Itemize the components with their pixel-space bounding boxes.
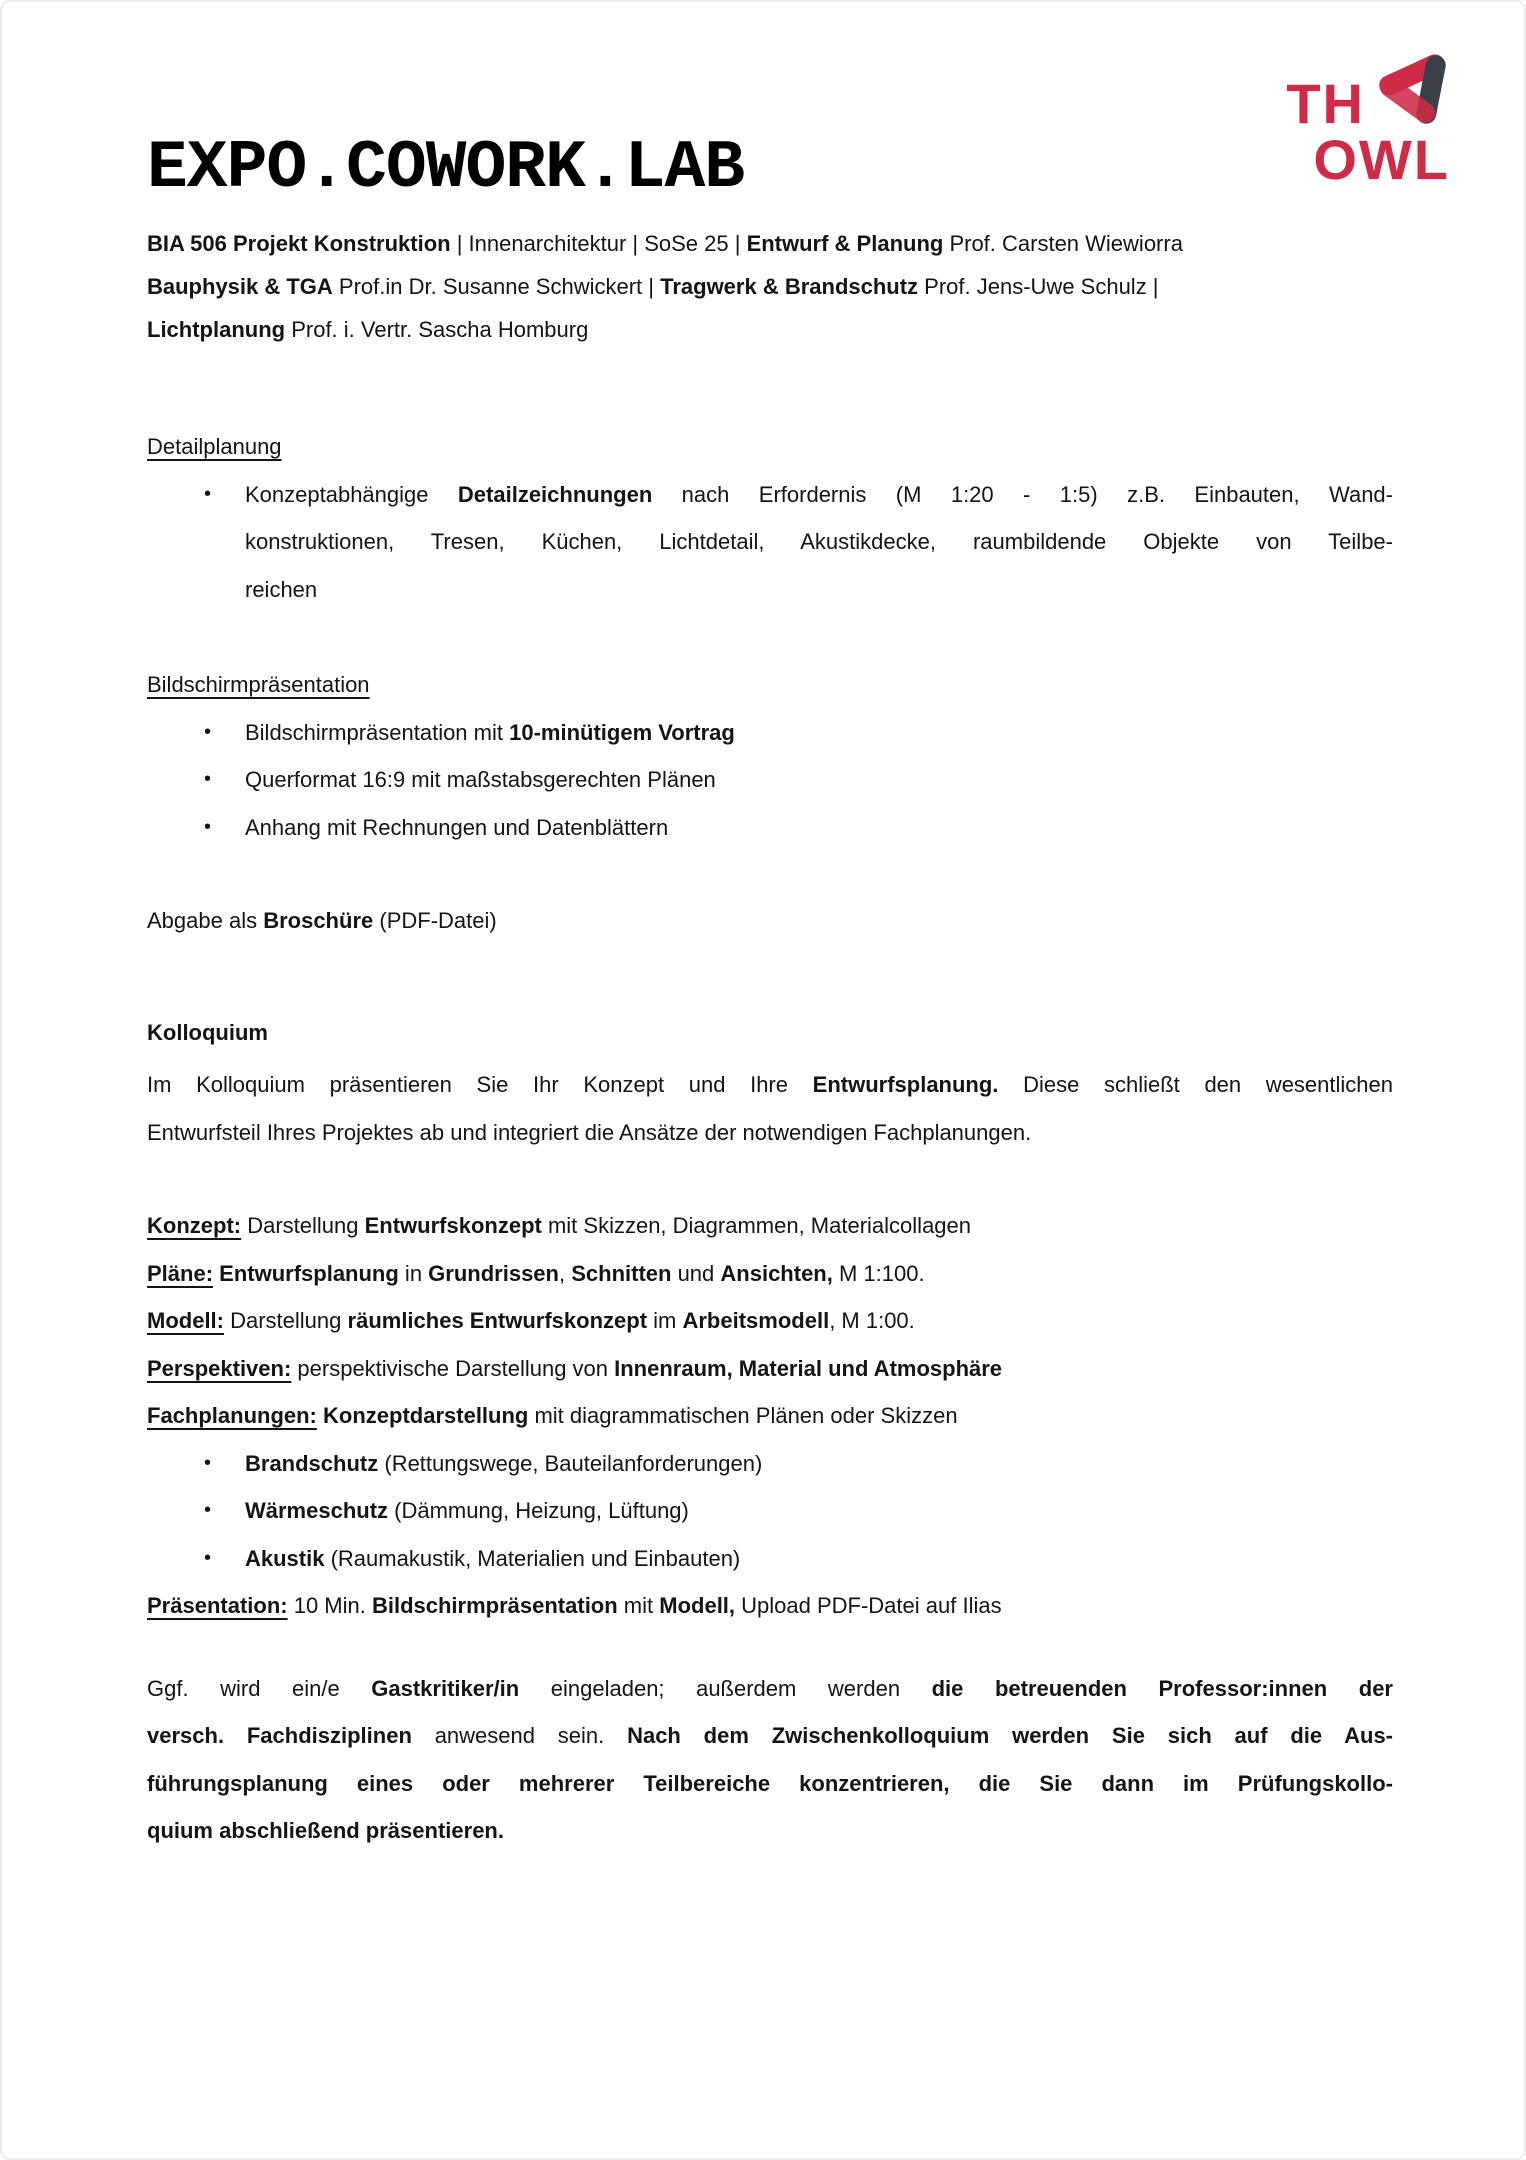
- text-run: Modell:: [147, 1308, 224, 1333]
- bullet-icon: •: [204, 1499, 212, 1521]
- praesentation-line: [147, 1582, 1393, 1630]
- paragraph-line: [147, 1109, 1393, 1157]
- text-run: Schnitten: [571, 1260, 672, 1286]
- header-line-2: [147, 265, 1393, 308]
- document-title: EXPO.COWORK.LAB: [147, 130, 745, 207]
- text-run: Modell,: [659, 1593, 736, 1618]
- abgabe-text: [147, 897, 1393, 945]
- labeled-line-perspektiven: [147, 1345, 1393, 1393]
- text-run: Querformat 16:9 mit maßstabsgerechten Plänen: [245, 767, 716, 792]
- text-run: M 1:100.: [832, 1260, 925, 1286]
- text-run: nach Erfordernis (M 1:20 - 1:5) z.B. Einbauten, Wand-: [652, 481, 1393, 507]
- text-run: Prof.in Dr. Susanne Schwickert |: [332, 274, 661, 299]
- bullet-item: [147, 471, 1393, 519]
- bullet-icon: •: [204, 1451, 212, 1474]
- bullet-item-continuation: [147, 518, 1393, 566]
- text-run: (Rettungswege, Bauteilanforderungen): [378, 1450, 763, 1476]
- text-run: reichen: [245, 576, 318, 602]
- text-run: Tragwerk & Brandschutz: [660, 274, 919, 299]
- labeled-line-modell: [147, 1297, 1393, 1345]
- text-run: 10-minütigem Vortrag: [509, 719, 735, 745]
- text-run: Lichtplanung: [147, 317, 286, 342]
- header-line-3: [147, 308, 1393, 351]
- paragraph-line: [147, 1760, 1393, 1808]
- heading-kolloquium: [147, 1009, 1393, 1057]
- text-run: perspektivische Darstellung von: [291, 1355, 615, 1381]
- bullet-icon: •: [204, 1546, 212, 1569]
- text-run: Bauphysik & TGA: [147, 274, 333, 299]
- bullet-item: [147, 1535, 1393, 1583]
- bullet-item: [147, 756, 1393, 804]
- text-run: Akustik: [245, 1545, 325, 1571]
- text-run: Perspektiven:: [147, 1355, 292, 1381]
- text-run: quium abschließend präsentieren.: [147, 1818, 504, 1843]
- text-run: Konzept:: [147, 1213, 242, 1238]
- text-run: Wärmeschutz: [245, 1498, 389, 1523]
- text-run: (PDF-Datei): [373, 908, 497, 933]
- detailplanung-bullets: [147, 471, 1393, 614]
- fachplanungen-bullets: [147, 1440, 1393, 1583]
- text-run: im: [647, 1308, 683, 1333]
- text-run: Bildschirmpräsentation: [147, 672, 370, 697]
- text-run: Ansichten,: [720, 1260, 833, 1286]
- thowl-logo: [1286, 52, 1450, 191]
- text-run: , M 1:00.: [829, 1308, 915, 1333]
- text-run: Pläne:: [147, 1260, 214, 1286]
- text-run: Abgabe als: [147, 908, 264, 933]
- text-run: Prof. Carsten Wiewiorra: [943, 231, 1183, 256]
- text-run: Ggf. wird ein/e: [147, 1675, 372, 1701]
- paragraph-line: [147, 1807, 1393, 1855]
- text-run: Diese schließt den wesentlichen: [998, 1072, 1393, 1097]
- text-run: führungsplanung eines oder mehrerer Teilbereiche konzentrieren, die Sie dann im Prüfungskollo-: [147, 1770, 1393, 1796]
- text-run: 10 Min.: [287, 1593, 372, 1618]
- text-run: (Dämmung, Heizung, Lüftung): [388, 1498, 689, 1523]
- text-run: Darstellung: [241, 1213, 365, 1238]
- bullet-icon: •: [204, 720, 212, 743]
- text-run: Entwurfsplanung: [219, 1260, 399, 1286]
- text-run: Präsentation:: [147, 1593, 288, 1618]
- text-run: Gastkritiker/in: [371, 1675, 520, 1701]
- text-run: in: [398, 1260, 429, 1286]
- bullet-icon: •: [204, 815, 212, 838]
- section-heading: [147, 423, 1393, 471]
- bullet-icon: •: [204, 768, 212, 790]
- text-run: Prof. Jens-Uwe Schulz |: [918, 274, 1159, 299]
- text-run: Entwurfskonzept: [364, 1213, 542, 1238]
- bullet-item: [147, 709, 1393, 757]
- text-run: die betreuenden Professor:innen der: [931, 1675, 1393, 1701]
- deliverables-list: [147, 1202, 1393, 1440]
- kolloquium-paragraph: [147, 1061, 1393, 1156]
- text-run: räumliches Entwurfskonzept: [347, 1308, 648, 1333]
- text-run: konstruktionen, Tresen, Küchen, Lichtdetail, Akustikdecke, raumbildende Objekte von Teilbe-: [245, 529, 1393, 554]
- logo-triangle-icon: [1374, 52, 1450, 128]
- document-content: [2, 128, 1524, 1855]
- text-run: ,: [558, 1260, 572, 1286]
- bullet-item-continuation: [147, 566, 1393, 614]
- labeled-line-fachplanungen: [147, 1392, 1393, 1440]
- section-heading-bold: [147, 1009, 1393, 1057]
- text-run: Entwurfsteil Ihres Projektes ab und integriert die Ansätze der notwendigen Fachplanungen.: [147, 1119, 1032, 1145]
- text-run: Upload PDF-Datei auf Ilias: [735, 1593, 1002, 1618]
- text-run: Konzeptabhängige: [245, 481, 458, 507]
- text-run: Grundrissen: [428, 1260, 559, 1286]
- text-run: Darstellung: [224, 1308, 348, 1333]
- bullet-item: [147, 1487, 1393, 1535]
- text-run: und: [671, 1260, 721, 1286]
- text-run: Bildschirmpräsentation: [371, 1593, 618, 1618]
- paragraph-line: [147, 1712, 1393, 1760]
- paragraph-line: [147, 1665, 1393, 1713]
- bullet-item: [147, 1440, 1393, 1488]
- closing-paragraph: [147, 1665, 1393, 1855]
- text-run: Detailplanung: [147, 434, 282, 459]
- text-run: anwesend sein.: [411, 1723, 628, 1748]
- course-header: [147, 222, 1393, 351]
- document-body: [147, 222, 1393, 1855]
- bullet-icon: •: [204, 482, 212, 505]
- text-run: Prof. i. Vertr. Sascha Homburg: [285, 317, 589, 342]
- text-run: Nach dem Zwischenkolloquium werden Sie sich auf die Aus-: [627, 1723, 1394, 1748]
- section-heading: [147, 661, 1393, 709]
- text-run: | Innenarchitektur | SoSe 25 |: [450, 231, 747, 256]
- text-run: Broschüre: [263, 908, 374, 933]
- text-run: Entwurf & Planung: [746, 231, 944, 256]
- header-line-1: [147, 222, 1393, 265]
- text-run: eingeladen; außerdem werden: [519, 1675, 932, 1701]
- labeled-line-plaene: [147, 1250, 1393, 1298]
- text-run: Im Kolloquium präsentieren Sie Ihr Konzept und Ihre: [147, 1072, 813, 1097]
- logo-owl-text: OWL: [1313, 128, 1450, 191]
- text-run: Fachplanungen:: [147, 1403, 317, 1428]
- text-run: Konzeptdarstellung: [323, 1403, 529, 1428]
- text-run: BIA 506 Projekt Konstruktion: [147, 231, 451, 256]
- abgabe-line: [147, 897, 1393, 945]
- bullet-item: [147, 804, 1393, 852]
- text-run: mit: [617, 1593, 660, 1618]
- text-run: Brandschutz: [245, 1450, 379, 1476]
- bildschirm-bullets: [147, 709, 1393, 852]
- text-run: Kolloquium: [147, 1019, 268, 1045]
- heading-detailplanung: [147, 423, 1393, 471]
- text-run: Detailzeichnungen: [457, 481, 653, 507]
- heading-bildschirmpraesentation: [147, 661, 1393, 709]
- text-run: Bildschirmpräsentation mit: [245, 719, 510, 745]
- text-run: Entwurfsplanung.: [812, 1072, 999, 1097]
- paragraph-line: [147, 1061, 1393, 1109]
- text-run: (Raumakustik, Materialien und Einbauten): [324, 1545, 741, 1571]
- text-run: Innenraum, Material und Atmosphäre: [614, 1355, 1003, 1381]
- text-run: Anhang mit Rechnungen und Datenblättern: [245, 814, 669, 840]
- labeled-line-konzept: [147, 1202, 1393, 1250]
- logo-top-row: [1286, 52, 1450, 135]
- labeled-line-praesentation: [147, 1582, 1393, 1630]
- text-run: mit Skizzen, Diagrammen, Materialcollagen: [541, 1213, 972, 1238]
- text-run: versch. Fachdisziplinen: [147, 1723, 412, 1748]
- logo-th-text: TH: [1286, 71, 1365, 135]
- text-run: mit diagrammatischen Plänen oder Skizzen: [528, 1403, 958, 1428]
- text-run: Arbeitsmodell: [682, 1308, 830, 1333]
